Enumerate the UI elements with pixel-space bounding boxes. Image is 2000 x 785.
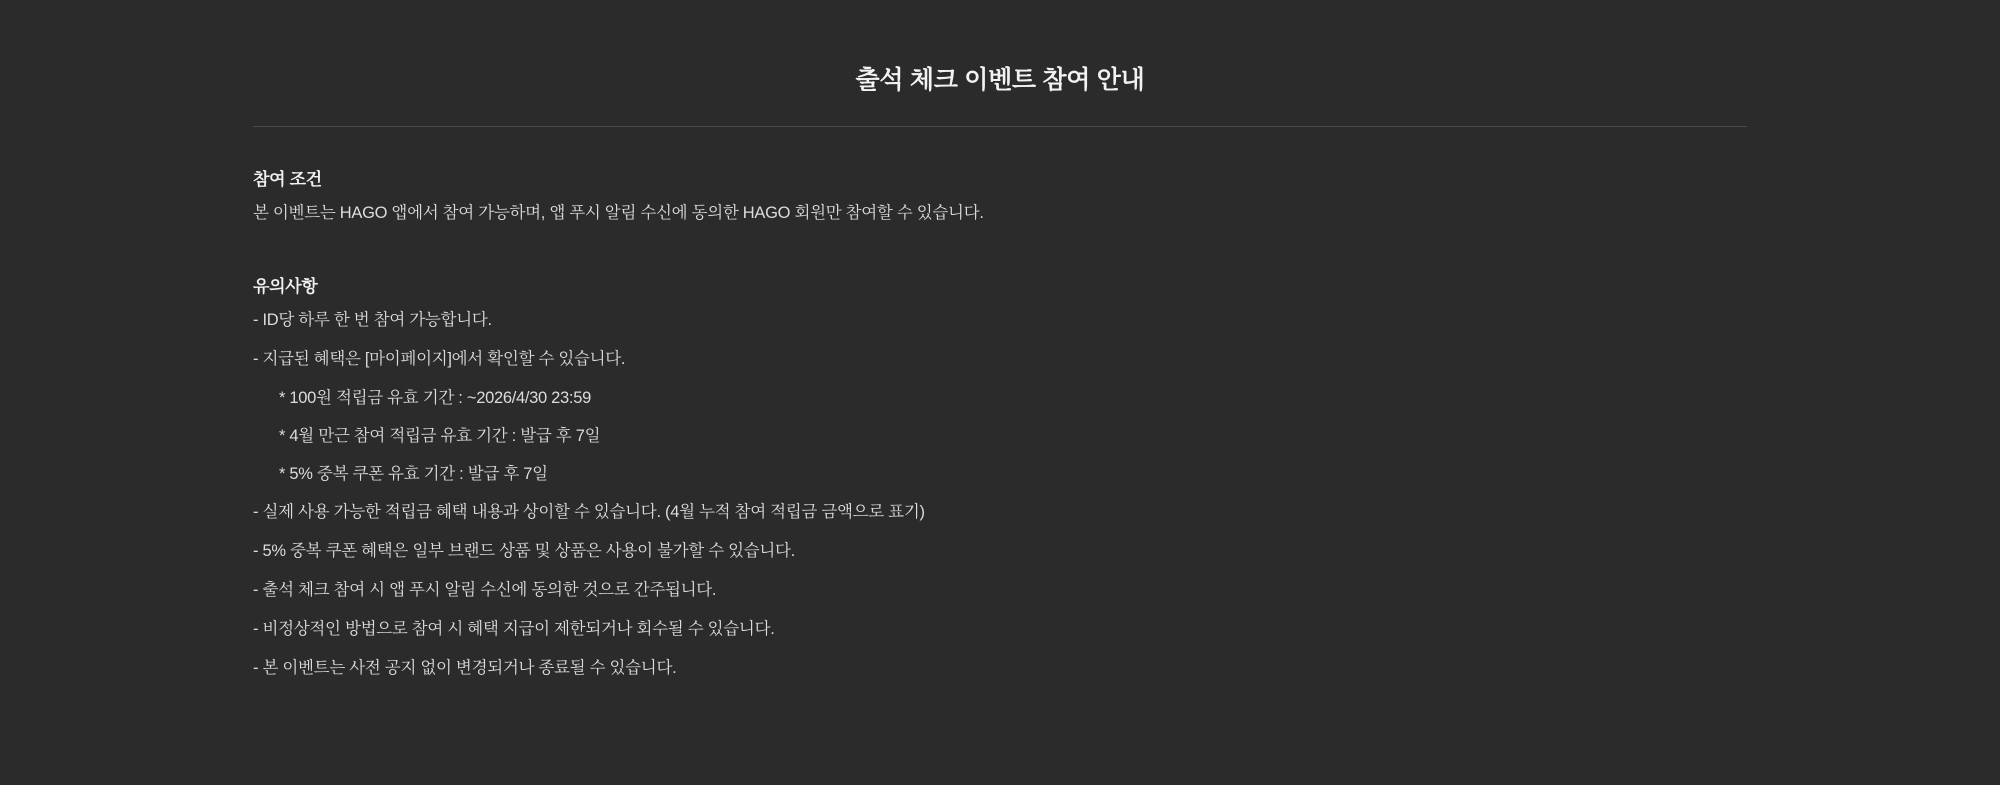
section-body: 본 이벤트는 HAGO 앱에서 참여 가능하며, 앱 푸시 알림 수신에 동의한 HAGO 회원만 참여할 수 있습니다. [253,204,984,222]
list-item: - 비정상적인 방법으로 참여 시 혜택 지급이 제한되거나 회수될 수 있습니다. [253,620,775,639]
list-item: * 100원 적립금 유효 기간 : ~2026/4/30 23:59 [279,388,591,407]
list-item: - 실제 사용 가능한 적립금 혜택 내용과 상이할 수 있습니다. (4월 누적 참여 적립금 금액으로 표기) [253,503,925,522]
section-heading: 유의사항 [253,276,318,296]
list-item: * 5% 중복 쿠폰 유효 기간 : 발급 후 7일 [279,465,548,484]
title-divider [253,126,1747,127]
notes-list [253,308,1747,682]
list-item: - 출석 체크 참여 시 앱 푸시 알림 수신에 동의한 것으로 간주됩니다. [253,581,717,600]
notice-content [0,165,2000,682]
list-item: - 지급된 혜택은 [마이페이지]에서 확인할 수 있습니다. [253,349,626,368]
list-item: * 4월 만근 참여 적립금 유효 기간 : 발급 후 7일 [279,426,601,445]
page-title: 출석 체크 이벤트 참여 안내 [855,66,1145,94]
section-notes [253,272,1747,682]
list-item: - 5% 중복 쿠폰 혜택은 일부 브랜드 상품 및 상품은 사용이 불가할 수 있습니다. [253,542,795,561]
section-heading: 참여 조건 [253,170,322,189]
list-item: - ID당 하루 한 번 참여 가능합니다. [253,310,492,329]
list-item: - 본 이벤트는 사전 공지 없이 변경되거나 종료될 수 있습니다. [253,659,677,678]
section-participation-conditions [253,165,1747,226]
